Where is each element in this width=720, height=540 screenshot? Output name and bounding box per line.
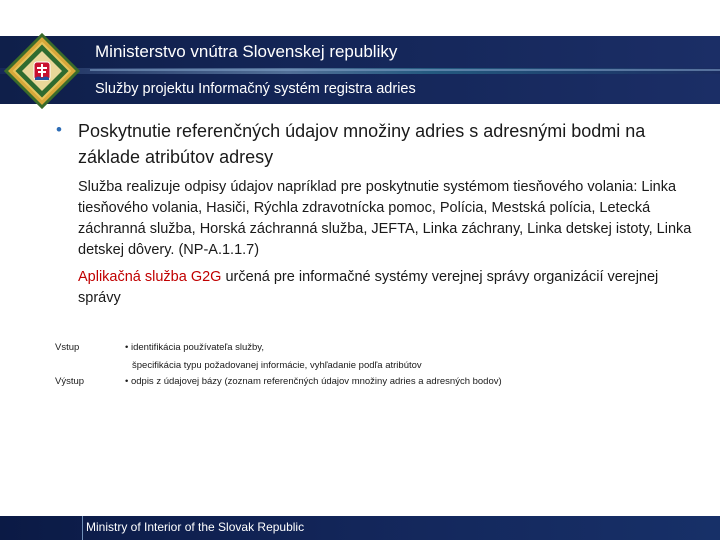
input-value-1: • identifikácia používateľa služby, (125, 342, 264, 353)
section-heading: Poskytnutie referenčných údajov množiny adries s adresnými bodmi na základe atribútov adresy (78, 121, 646, 167)
ministry-emblem-icon (4, 33, 80, 109)
footer-divider (82, 516, 83, 540)
g2g-description: určená pre informačné systémy verejnej správy organizácií verejnej správy (78, 269, 659, 306)
header-divider (90, 69, 720, 71)
output-value: • odpis z údajovej bázy (zoznam referenčných údajov množiny adries a adresných bodov) (125, 376, 502, 387)
input-label: Vstup (55, 342, 80, 353)
g2g-highlight: Aplikačná služba G2G (78, 269, 222, 285)
header-title: Ministerstvo vnútra Slovenskej republiky (95, 42, 398, 61)
g2g-paragraph (78, 267, 698, 309)
input-value-2: špecifikácia typu požadovanej informácie, vyhľadanie podľa atribútov (132, 360, 422, 371)
description-paragraph: Služba realizuje odpisy údajov napríklad pre poskytnutie systémom tiesňového volania: Linka tiesňového volania, Hasiči, Rýchla zdravotnícka pomoc, Polícia, Mestská polícia, Letecká záchranná služba, Horská záchranná služba, JEFTA, Linka záchrany, Linka detskej istoty, Linka detskej dôvery. (NP-A.1.1.7) (78, 179, 692, 258)
header-subtitle: Služby projektu Informačný systém registra adries (95, 81, 416, 97)
footer-text: Ministry of Interior of the Slovak Republic (86, 520, 305, 534)
output-label: Výstup (55, 376, 85, 387)
bullet-marker: • (56, 120, 62, 139)
